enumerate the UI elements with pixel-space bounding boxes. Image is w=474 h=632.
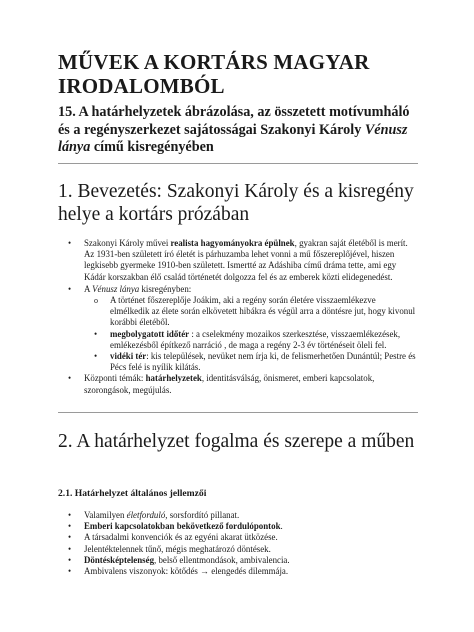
text: Szakonyi Károly művei	[84, 238, 171, 248]
list-item	[58, 566, 416, 577]
text: : a cselekmény mozaikos szerkesztése, visszaemlékezések, emlékezésből építkező narráció , de maga a regény 2-3 év történéseit öleli fel.	[110, 328, 401, 350]
list-item	[58, 284, 416, 374]
list-item	[58, 373, 416, 395]
text: kisregényben:	[139, 283, 192, 294]
text: Központi témák:	[84, 373, 146, 384]
italic-text: Vénusz lánya	[92, 283, 140, 294]
list-item	[58, 532, 416, 543]
text: : kis települések, nevüket nem írja ki, de felismerhetően Dunántúl; Pestre és Pécs felé is nyílik kilátás.	[110, 351, 416, 373]
subtitle-italic-title: Vénusz lánya	[58, 121, 408, 155]
sub-list-item	[84, 295, 416, 329]
section-1-heading: 1. Bevezetés: Szakonyi Károly és a kisregény helye a kortárs prózában	[58, 181, 414, 225]
subsection-2-1-heading: 2.1. Határhelyzet általános jellemzői	[58, 488, 207, 499]
text: A történet főszereplője Joákim, aki a regény során életére visszaemlékezve elmélkedik az élete során elkövetett hibákra és végül arra a döntésre jut, hogy kivonul korábbi életéből.	[110, 295, 416, 328]
document-title: MŰVEK A KORTÁRS MAGYAR IRODALOMBÓL	[58, 50, 370, 98]
bold-text: vidéki tér	[110, 351, 147, 362]
list-item	[58, 521, 416, 532]
separator	[58, 412, 418, 413]
bold-text: Emberi kapcsolatokban bekövetkező fordulópontok	[84, 521, 281, 532]
text: , belső ellentmondások, ambivalencia.	[154, 554, 290, 565]
list-item	[58, 510, 416, 521]
text: Valamilyen	[84, 510, 127, 520]
text: A társadalmi konvenciók és az egyéni akarat ütközése.	[84, 532, 278, 543]
section-2-heading: 2. A határhelyzet fogalma és szerepe a műben	[58, 431, 415, 452]
separator	[58, 163, 418, 164]
section-2-list	[58, 510, 416, 577]
list-item	[58, 555, 416, 566]
section-1-list	[58, 238, 416, 396]
sub-list-item	[84, 329, 416, 351]
text: , gyakran saját életéből is merít. Az 1931-ben született író életét is párhuzamba lehet vonni a mű főszereplőjével, hiszen legkisebb gyermeke 1910-ben született. Ismertté az Adáshiba című dráma tette, ami egy Kádár korszakban élő család történetét dolgozza fel és az emberek közti elidegenedést.	[84, 238, 408, 282]
list-item	[58, 544, 416, 555]
text: A	[84, 283, 93, 294]
document-subtitle	[58, 104, 418, 157]
text: , identitásválság, önismeret, emberi kapcsolatok, szorongások, megújulás.	[84, 373, 375, 395]
text: Ambivalens viszonyok: kötődés → elengedés dilemmája.	[84, 566, 289, 577]
text: .	[280, 521, 283, 532]
bold-text: realista hagyományokra épülnek	[170, 238, 295, 248]
subtitle-prefix: 15. A határhelyzetek ábrázolása, az összetett motívumháló és a regényszerkezet sajátosságai Szakonyi Károly	[58, 104, 410, 138]
bold-text: határhelyzetek	[145, 373, 202, 384]
sub-list-item	[84, 351, 416, 373]
bold-text: megbolygatott időtér	[110, 328, 190, 339]
text: Jelentéktelennek tűnő, mégis meghatározó döntések.	[84, 543, 271, 554]
sub-list	[84, 295, 416, 373]
text: , sorsfordító pillanat.	[165, 510, 240, 520]
italic-text: életforduló	[126, 510, 166, 520]
subtitle-suffix: című kisregényében	[90, 139, 214, 155]
list-item	[58, 238, 416, 283]
bold-text: Döntésképtelenség	[84, 554, 155, 565]
